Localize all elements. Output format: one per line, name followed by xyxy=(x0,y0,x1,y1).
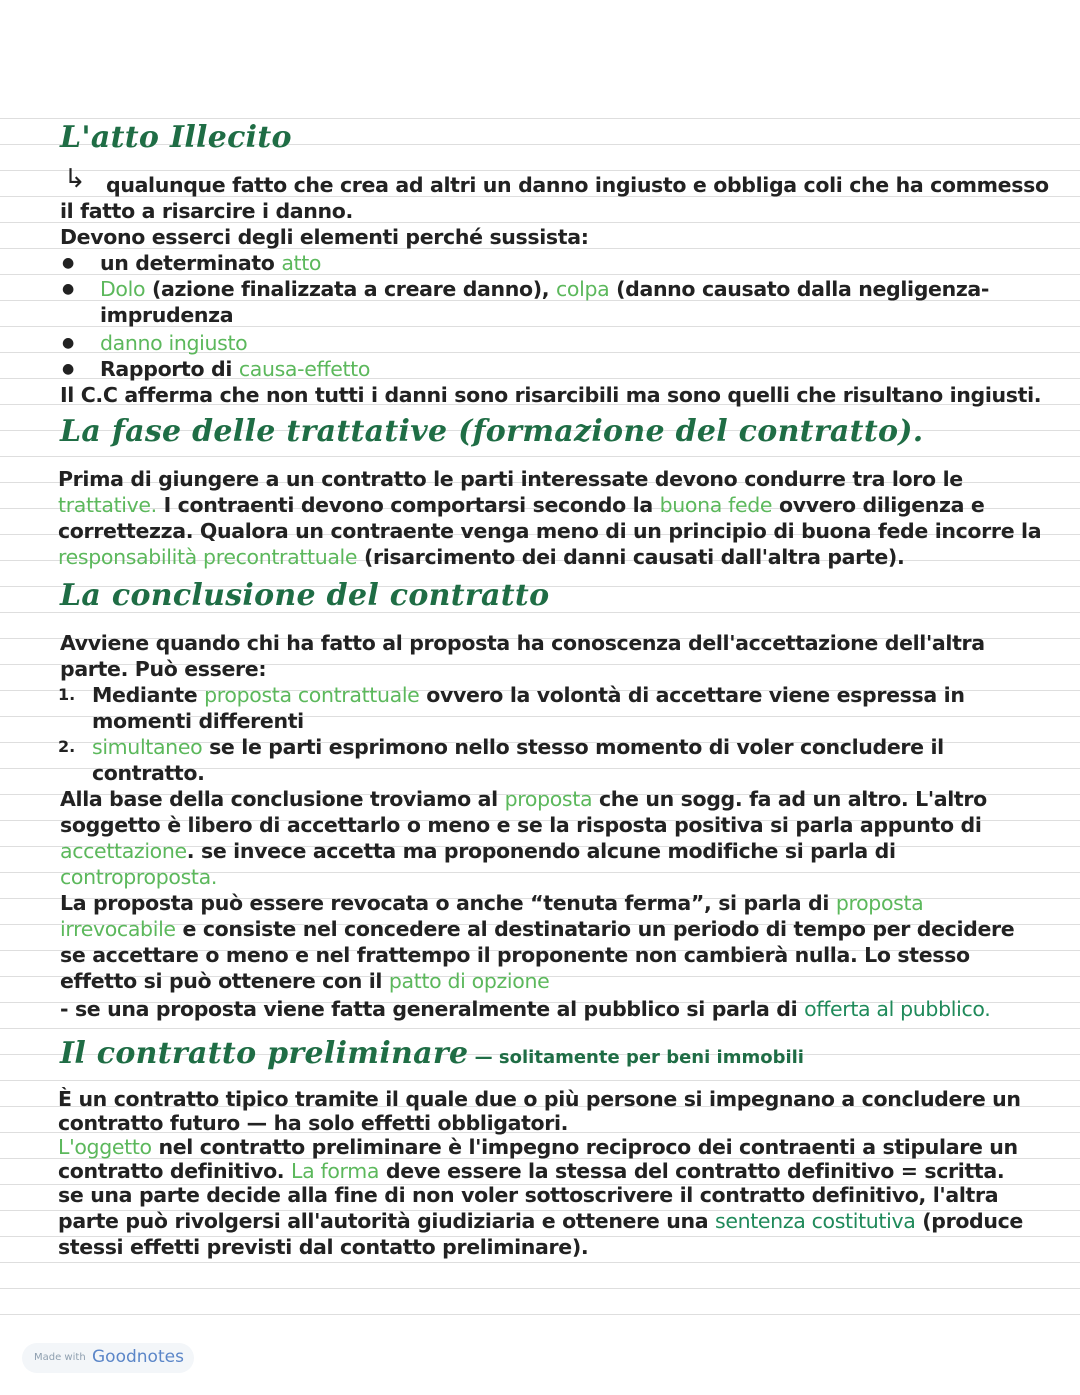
list-item: Mediante proposta contrattuale ovvero la volontà di accettare viene espressa in xyxy=(92,683,965,707)
bullet-dot: ● xyxy=(62,255,75,271)
text-line: se accettare o meno e nel frattempo il proponente non cambierà nulla. Lo stesso xyxy=(60,943,970,967)
text-line: Prima di giungere a un contratto le parti interessate devono condurre tra loro le xyxy=(58,467,963,491)
text-line: stessi effetti previsti dal contatto preliminare). xyxy=(58,1235,589,1259)
heading-note: — solitamente per beni immobili xyxy=(468,1047,804,1068)
list-item: danno ingiusto xyxy=(100,331,248,355)
text-line: Avviene quando chi ha fatto al proposta ha conoscenza dell'accettazione dell'altra xyxy=(60,631,985,655)
text-line: responsabilità precontrattuale (risarcimento dei danni causati dall'altra parte). xyxy=(58,545,905,569)
list-item: un determinato atto xyxy=(100,251,322,275)
list-item-continuation: contratto. xyxy=(92,761,205,785)
text-line: - se una proposta viene fatta generalmente al pubblico si parla di offerta al pubblico. xyxy=(60,997,991,1021)
bullet-dot: ● xyxy=(62,281,75,297)
text-line: se una parte decide alla fine di non voler sottoscrivere il contratto definitivo, l'altra xyxy=(58,1183,999,1207)
text-line: Devono esserci degli elementi perché sussista: xyxy=(60,225,589,249)
text-line: L'oggetto nel contratto preliminare è l'impegno reciproco dei contraenti a stipulare un xyxy=(58,1135,1018,1159)
text-line: correttezza. Qualora un contraente venga meno di un principio di buona fede incorre la xyxy=(58,519,1042,543)
text-line: contratto definitivo. La forma deve essere la stessa del contratto definitivo = scritta. xyxy=(58,1159,1005,1183)
text-line: soggetto è libero di accettarlo o meno e se la risposta positiva si parla appunto di xyxy=(60,813,982,837)
text-line: Il C.C afferma che non tutti i danni sono risarcibili ma sono quelli che risultano ingiusti. xyxy=(60,383,1042,407)
heading-fase-trattative: La fase delle trattative (formazione del contratto). xyxy=(60,414,924,449)
list-number: 2. xyxy=(58,737,76,756)
heading-conclusione-contratto: La conclusione del contratto xyxy=(60,578,550,613)
list-item: Dolo (azione finalizzata a creare danno), colpa (danno causato dalla negligenza- xyxy=(100,277,990,301)
list-item-continuation: imprudenza xyxy=(100,303,234,327)
list-item: Rapporto di causa-effetto xyxy=(100,357,371,381)
text-line: il fatto a risarcire i danno. xyxy=(60,199,353,223)
text-line: trattative. I contraenti devono comportarsi secondo la buona fede ovvero diligenza e xyxy=(58,493,985,517)
text-line: parte. Può essere: xyxy=(60,657,267,681)
text-line: irrevocabile e consiste nel concedere al destinatario un periodo di tempo per decidere xyxy=(60,917,1015,941)
bullet-dot: ● xyxy=(62,335,75,351)
list-number: 1. xyxy=(58,685,76,704)
text-line: Alla base della conclusione troviamo al proposta che un sogg. fa ad un altro. L'altro xyxy=(60,787,987,811)
made-with-label: Made with xyxy=(34,1352,86,1363)
made-with-goodnotes-badge[interactable] xyxy=(22,1343,194,1373)
text-line: effetto si può ottenere con il patto di opzione xyxy=(60,969,550,993)
text-line: qualunque fatto che crea ad altri un danno ingiusto e obbliga coli che ha commesso xyxy=(106,173,1049,197)
return-arrow-icon: ↳ xyxy=(64,164,86,194)
heading-contratto-preliminare: Il contratto preliminare — solitamente per beni immobili xyxy=(60,1036,804,1071)
text-line: contratto futuro — ha solo effetti obbligatori. xyxy=(58,1111,569,1135)
text-line: È un contratto tipico tramite il quale due o più persone si impegnano a concludere un xyxy=(58,1087,1021,1111)
goodnotes-logo: Goodnotes xyxy=(92,1347,184,1367)
text-line: parte può rivolgersi all'autorità giudiziaria e ottenere una sentenza costitutiva (produce xyxy=(58,1209,1023,1233)
heading-atto-illecito: L'atto Illecito xyxy=(60,120,292,155)
bullet-dot: ● xyxy=(62,361,75,377)
list-item-continuation: momenti differenti xyxy=(92,709,304,733)
list-item: simultaneo se le parti esprimono nello stesso momento di voler concludere il xyxy=(92,735,944,759)
text-line: accettazione. se invece accetta ma proponendo alcune modifiche si parla di xyxy=(60,839,896,863)
text-line: controproposta. xyxy=(60,865,217,889)
text-line: La proposta può essere revocata o anche “tenuta ferma”, si parla di proposta xyxy=(60,891,924,915)
